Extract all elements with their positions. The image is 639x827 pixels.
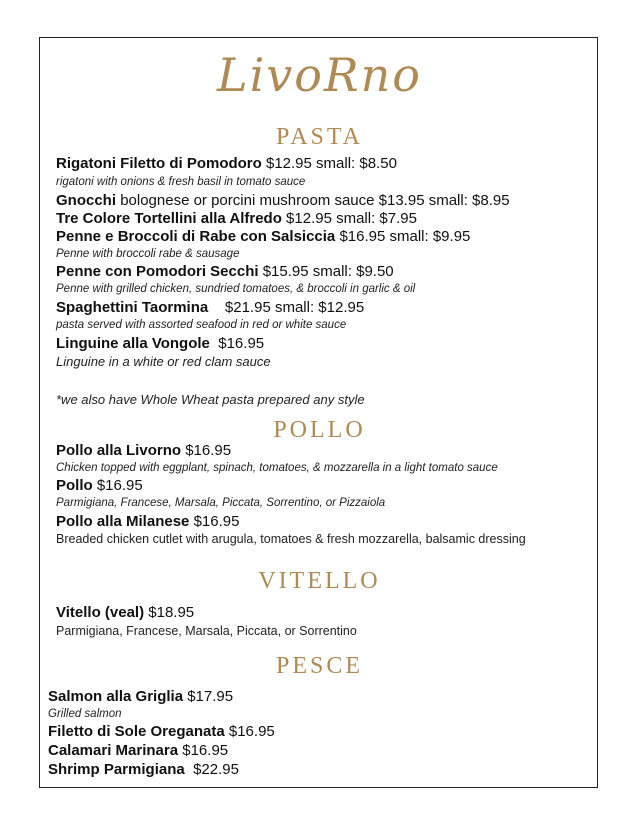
menu-item bbox=[56, 211, 417, 226]
item-name: Tre Colore Tortellini alla Alfredo bbox=[56, 210, 282, 227]
item-name: Calamari Marinara bbox=[48, 742, 179, 759]
menu-item bbox=[48, 724, 275, 739]
item-description: Linguine in a white or red clam sauce bbox=[56, 354, 271, 369]
item-name: Penne e Broccoli di Rabe con Salsiccia bbox=[56, 228, 336, 245]
item-price: bolognese or porcini mushroom sauce $13.95 small: $8.95 bbox=[120, 192, 510, 209]
menu-item bbox=[56, 443, 231, 458]
menu-item bbox=[56, 264, 394, 279]
item-price: $21.95 small: $12.95 bbox=[224, 299, 365, 316]
item-name: Gnocchi bbox=[56, 192, 117, 209]
item-price: $16.95 bbox=[218, 335, 265, 352]
item-price: $16.95 bbox=[228, 723, 275, 740]
pasta-note: *we also have Whole Wheat pasta prepared any style bbox=[56, 392, 365, 407]
item-name: Salmon alla Griglia bbox=[48, 688, 184, 705]
item-price: $17.95 bbox=[187, 688, 234, 705]
item-price: $16.95 bbox=[96, 477, 143, 494]
item-name: Pollo alla Livorno bbox=[56, 442, 182, 459]
menu-item bbox=[48, 689, 233, 704]
item-description: rigatoni with onions & fresh basil in tomato sauce bbox=[56, 176, 306, 188]
item-name: Filetto di Sole Oreganata bbox=[48, 723, 225, 740]
item-name: Spaghettini Taormina bbox=[56, 299, 209, 316]
menu-item bbox=[56, 300, 364, 315]
item-price: $22.95 bbox=[193, 761, 239, 778]
item-description: Parmigiana, Francese, Marsala, Piccata, Sorrentino, or Pizzaiola bbox=[56, 497, 386, 509]
item-price: $15.95 small: $9.50 bbox=[262, 263, 394, 280]
item-name: Vitello (veal) bbox=[56, 604, 145, 621]
item-description: pasta served with assorted seafood in red or white sauce bbox=[56, 319, 347, 331]
item-description: Parmigiana, Francese, Marsala, Piccata, or Sorrentino bbox=[56, 624, 357, 638]
section-title-pollo: POLLO bbox=[273, 417, 366, 443]
item-description: Chicken topped with eggplant, spinach, tomatoes, & mozzarella in a light tomato sauce bbox=[56, 462, 498, 474]
menu-item bbox=[56, 156, 397, 171]
item-name: Pollo alla Milanese bbox=[56, 513, 190, 530]
item-name: Pollo bbox=[56, 477, 93, 494]
menu-item bbox=[56, 605, 194, 620]
item-name: Rigatoni Filetto di Pomodoro bbox=[56, 155, 262, 172]
restaurant-logo: LivoRno bbox=[217, 48, 422, 102]
item-description: Penne with grilled chicken, sundried tomatoes, & broccoli in garlic & oil bbox=[56, 283, 416, 295]
menu-item bbox=[56, 336, 264, 351]
section-title-pasta: PASTA bbox=[276, 124, 363, 150]
item-price: $12.95 small: $7.95 bbox=[286, 210, 417, 227]
item-name: Penne con Pomodori Secchi bbox=[56, 263, 259, 280]
menu-item bbox=[56, 514, 239, 529]
item-name: Shrimp Parmigiana bbox=[48, 761, 185, 778]
menu-item bbox=[48, 762, 239, 777]
item-price: $16.95 bbox=[182, 742, 229, 759]
section-title-pesce: PESCE bbox=[275, 653, 364, 679]
item-price: $16.95 bbox=[185, 442, 232, 459]
item-price: $18.95 bbox=[148, 604, 195, 621]
item-price: $16.95 small: $9.95 bbox=[339, 228, 471, 245]
menu-item bbox=[56, 193, 510, 208]
item-description: Grilled salmon bbox=[48, 708, 122, 720]
menu-item bbox=[56, 229, 470, 244]
item-description: Breaded chicken cutlet with arugula, tomatoes & fresh mozzarella, balsamic dressing bbox=[56, 532, 526, 546]
item-price: $16.95 bbox=[193, 513, 240, 530]
item-name: Linguine alla Vongole bbox=[56, 335, 210, 352]
menu-item bbox=[56, 478, 143, 493]
item-description: Penne with broccoli rabe & sausage bbox=[56, 248, 240, 260]
section-title-vitello: VITELLO bbox=[258, 568, 381, 594]
menu-item bbox=[48, 743, 228, 758]
item-price: $12.95 small: $8.50 bbox=[265, 155, 397, 172]
